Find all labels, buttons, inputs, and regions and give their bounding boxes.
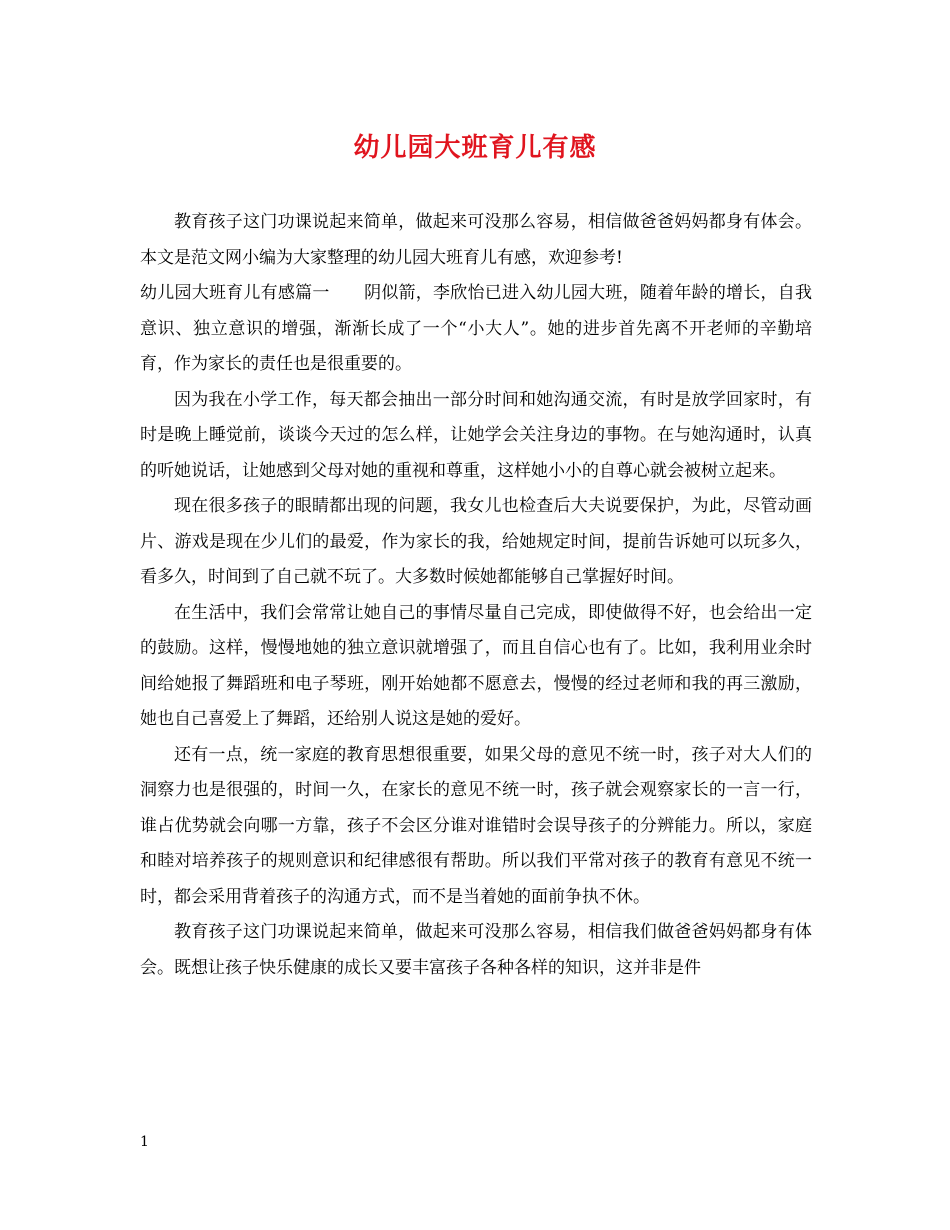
- paragraph-family-unity: 还有一点，统一家庭的教育思想很重要，如果父母的意见不统一时，孩子对大人们的洞察力也是很强的，时间一久，在家长的意见不统一时，孩子就会观察家长的一言一行，谁占优势就会向哪一方靠，孩子不会区分谁对谁错时会误导孩子的分辨能力。所以，家庭和睦对培养孩子的规则意识和纪律感很有帮助。所以我们平常对孩子的教育有意见不统一时，都会采用背着孩子的沟通方式，而不是当着她的面前争执不休。: [140, 744, 812, 907]
- paragraph-intro: 教育孩子这门功课说起来简单，做起来可没那么容易，相信做爸爸妈妈都身有体会。本文是范文网小编为大家整理的幼儿园大班育儿有感，欢迎参考!: [140, 212, 812, 268]
- paragraph-closing: 教育孩子这门功课说起来简单，做起来可没那么容易，相信我们做爸爸妈妈都身有体会。既想让孩子快乐健康的成长又要丰富孩子各种各样的知识，这并非是件: [140, 922, 812, 978]
- paragraph-eyesight: 现在很多孩子的眼睛都出现的问题，我女儿也检查后大夫说要保护，为此，尽管动画片、游戏是现在少儿们的最爱，作为家长的我，给她规定时间，提前告诉她可以玩多久，看多久，时间到了自己就不玩了。大多数时候她都能够自己掌握好时间。: [140, 496, 812, 587]
- page-number: 1: [140, 1134, 149, 1150]
- paragraph-independence: 在生活中，我们会常常让她自己的事情尽量自己完成，即使做得不好，也会给出一定的鼓励。这样，慢慢地她的独立意识就增强了，而且自信心也有了。比如，我利用业余时间给她报了舞蹈班和电子琴班，刚开始她都不愿意去，慢慢的经过老师和我的再三激励，她也自己喜爱上了舞蹈，还给别人说这是她的爱好。: [140, 602, 812, 729]
- document-title: 幼儿园大班育儿有感: [353, 133, 597, 163]
- paragraph-communication: 因为我在小学工作，每天都会抽出一部分时间和她沟通交流，有时是放学回家时，有时是晚上睡觉前，谈谈今天过的怎么样，让她学会关注身边的事物。在与她沟通时，认真的听她说话，让她感到父母对她的重视和尊重，这样她小小的自尊心就会被树立起来。: [140, 389, 812, 481]
- document-body: [140, 205, 812, 986]
- paragraph-section-one: 幼儿园大班育儿有感篇一 阴似箭，李欣怡已进入幼儿园大班，随着年龄的增长，自我意识、独立意识的增强，渐渐长成了一个“小大人”。她的进步首先离不开老师的辛勤培育，作为家长的责任也是很重要的。: [140, 283, 812, 374]
